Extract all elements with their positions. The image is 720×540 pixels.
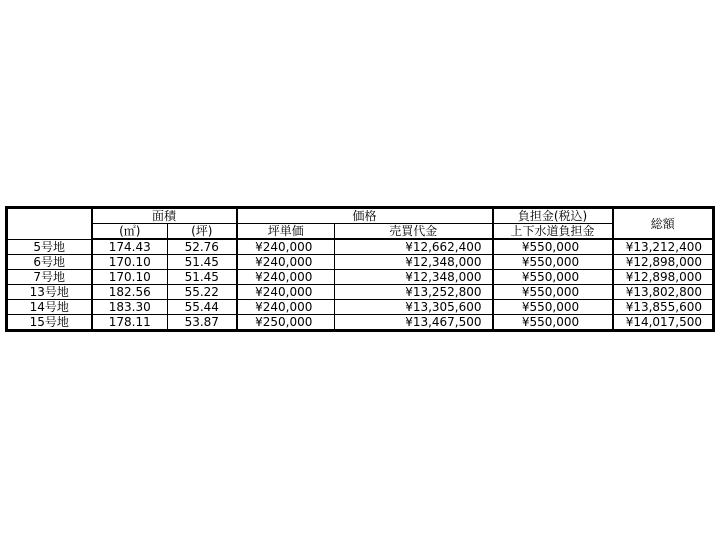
table-row xyxy=(7,255,714,270)
total-cell: ¥12,898,000 xyxy=(613,255,714,270)
lot-cell: 14号地 xyxy=(7,300,92,315)
total-cell: ¥13,855,600 xyxy=(613,300,714,315)
unit-price-cell: ¥250,000 xyxy=(237,315,335,331)
area-tsubo-cell: 55.22 xyxy=(168,285,237,300)
lot-cell: 7号地 xyxy=(7,270,92,285)
sale-price-cell: ¥13,467,500 xyxy=(335,315,493,331)
total-cell: ¥13,212,400 xyxy=(613,239,714,255)
unit-price-cell: ¥240,000 xyxy=(237,285,335,300)
sale-price-cell: ¥12,348,000 xyxy=(335,255,493,270)
unit-price-cell: ¥240,000 xyxy=(237,270,335,285)
header-row-2 xyxy=(7,224,714,240)
area-m2-cell: 170.10 xyxy=(92,255,168,270)
total-cell: ¥13,802,800 xyxy=(613,285,714,300)
unit-price-header: 坪単価 xyxy=(237,224,335,240)
area-tsubo-cell: 53.87 xyxy=(168,315,237,331)
sale-price-cell: ¥12,348,000 xyxy=(335,270,493,285)
lot-header-cell xyxy=(7,208,92,240)
sale-price-cell: ¥12,662,400 xyxy=(335,239,493,255)
table-row xyxy=(7,239,714,255)
lot-cell: 5号地 xyxy=(7,239,92,255)
table-row xyxy=(7,315,714,331)
total-header: 総額 xyxy=(613,208,714,240)
area-m2-cell: 182.56 xyxy=(92,285,168,300)
area-m2-cell: 183.30 xyxy=(92,300,168,315)
area-m2-cell: 178.11 xyxy=(92,315,168,331)
total-cell: ¥12,898,000 xyxy=(613,270,714,285)
total-cell: ¥14,017,500 xyxy=(613,315,714,331)
lot-cell: 6号地 xyxy=(7,255,92,270)
area-group-header: 面積 xyxy=(92,208,237,224)
table-body xyxy=(7,239,714,331)
area-m2-header: (㎡) xyxy=(92,224,168,240)
sale-price-cell: ¥13,305,600 xyxy=(335,300,493,315)
table-row xyxy=(7,270,714,285)
header-row-1 xyxy=(7,208,714,224)
table-row xyxy=(7,300,714,315)
area-m2-cell: 170.10 xyxy=(92,270,168,285)
burden-cell: ¥550,000 xyxy=(493,270,613,285)
area-tsubo-header: (坪) xyxy=(168,224,237,240)
burden-cell: ¥550,000 xyxy=(493,285,613,300)
lot-cell: 13号地 xyxy=(7,285,92,300)
burden-cell: ¥550,000 xyxy=(493,239,613,255)
area-tsubo-cell: 51.45 xyxy=(168,270,237,285)
water-burden-header: 上下水道負担金 xyxy=(493,224,613,240)
burden-cell: ¥550,000 xyxy=(493,300,613,315)
sale-price-header: 売買代金 xyxy=(335,224,493,240)
burden-cell: ¥550,000 xyxy=(493,255,613,270)
area-m2-cell: 174.43 xyxy=(92,239,168,255)
area-tsubo-cell: 51.45 xyxy=(168,255,237,270)
unit-price-cell: ¥240,000 xyxy=(237,239,335,255)
burden-cell: ¥550,000 xyxy=(493,315,613,331)
sale-price-cell: ¥13,252,800 xyxy=(335,285,493,300)
lot-cell: 15号地 xyxy=(7,315,92,331)
area-tsubo-cell: 55.44 xyxy=(168,300,237,315)
unit-price-cell: ¥240,000 xyxy=(237,255,335,270)
price-table xyxy=(5,206,715,332)
burden-group-header: 負担金(税込) xyxy=(493,208,613,224)
price-group-header: 価格 xyxy=(237,208,493,224)
area-tsubo-cell: 52.76 xyxy=(168,239,237,255)
unit-price-cell: ¥240,000 xyxy=(237,300,335,315)
table-row xyxy=(7,285,714,300)
